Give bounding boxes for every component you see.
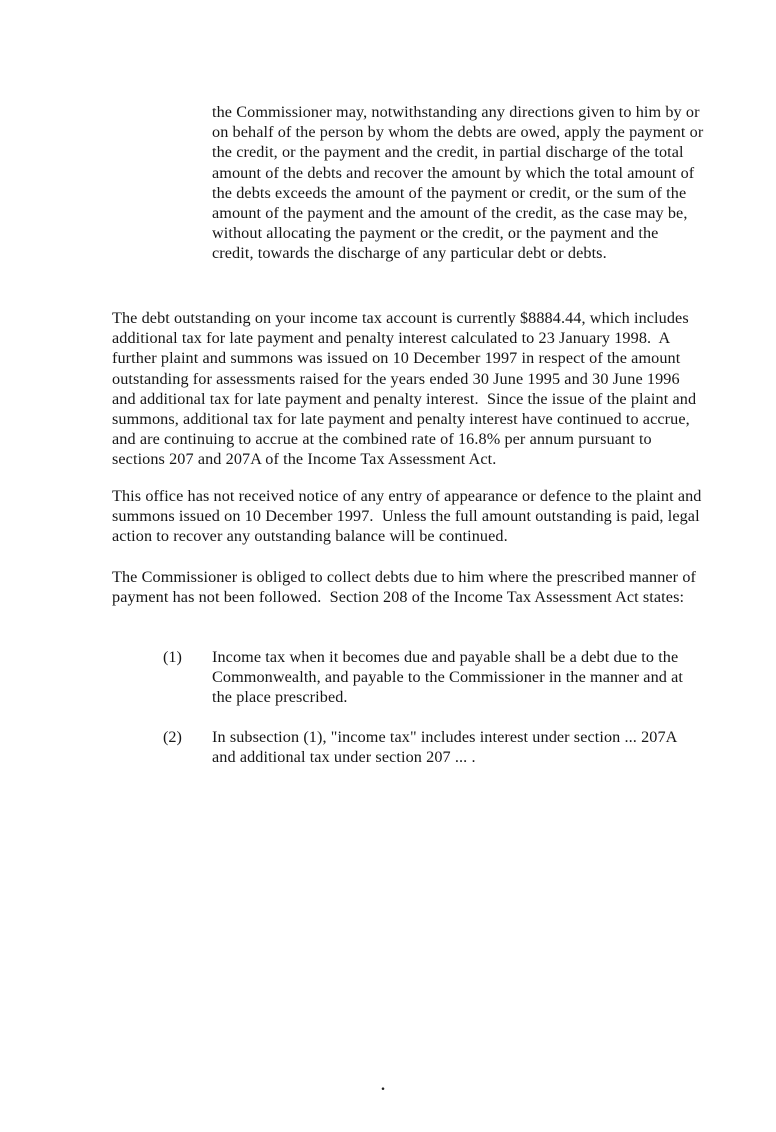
- subsection-text: Income tax when it becomes due and payable shall be a debt due to the Commonwealth, and payable to the Commissioner in the manner and at the place prescribed.: [212, 648, 688, 707]
- subsection-number: (1): [163, 648, 182, 666]
- stray-ink-dot: .: [381, 1077, 385, 1094]
- paragraph-debt-outstanding: The debt outstanding on your income tax account is currently $8884.44, which includes additional tax for late payment and penalty interest calculated to 23 January 1998. A further plaint and summons was issued on 10 December 1997 in respect of the amount outstanding for assessments raised for the years ended 30 June 1995 and 30 June 1996 and additional tax for late payment and penalty interest. Since the issue of the plaint and summons, additional tax for late payment and penalty interest have continued to accrue, and are continuing to accrue at the combined rate of 16.8% per annum pursuant to sections 207 and 207A of the Income Tax Assessment Act.: [112, 309, 701, 469]
- subsection-item-1: [163, 647, 702, 708]
- paragraph-no-appearance-notice: This office has not received notice of any entry of appearance or defence to the plaint and summons issued on 10 December 1997. Unless the full amount outstanding is paid, legal action to recover any outstanding balance will be continued.: [112, 487, 706, 546]
- subsection-item-2: [163, 727, 702, 767]
- statute-blockquote: the Commissioner may, notwithstanding any directions given to him by or on behalf of the person by whom the debts are owed, apply the payment or the credit, or the payment and the credit, in partial discharge of the total amount of the debts and recover the amount by which the total amount of the debts exceeds the amount of the payment or credit, or the sum of the amount of the payment and the amount of the credit, as the case may be, without allocating the payment or the credit, or the payment and the credit, towards the discharge of any particular debt or debts.: [212, 103, 708, 263]
- paragraph-commissioner-obliged: The Commissioner is obliged to collect debts due to him where the prescribed manner of payment has not been followed. Section 208 of the Income Tax Assessment Act states:: [112, 568, 701, 607]
- subsection-text: In subsection (1), "income tax" includes interest under section ... 207A and additional tax under section 207 ... .: [212, 728, 681, 767]
- subsection-number: (2): [163, 728, 182, 746]
